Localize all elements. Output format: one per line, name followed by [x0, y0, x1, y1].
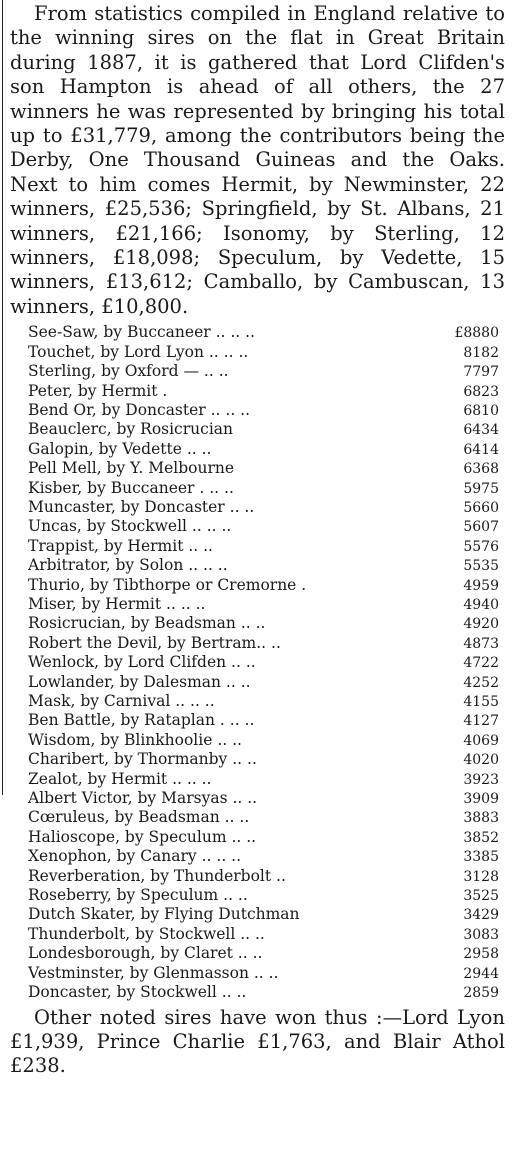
sire-winnings: 8182	[463, 344, 499, 361]
list-item	[28, 847, 499, 866]
sire-winnings: 3909	[463, 791, 499, 808]
list-item	[28, 614, 499, 633]
sire-winnings: 6823	[463, 383, 499, 400]
sire-name: Londesborough, by Claret .. ..	[28, 944, 263, 963]
sire-name: Reverberation, by Thunderbolt ..	[28, 866, 286, 885]
list-item	[28, 828, 499, 847]
sire-name: Thunderbolt, by Stockwell .. ..	[28, 924, 265, 943]
list-item	[28, 459, 499, 478]
sire-winnings: 6368	[463, 461, 499, 478]
sire-winnings: 6810	[463, 402, 499, 419]
sire-name: Wisdom, by Blinkhoolie .. ..	[28, 730, 242, 749]
sire-name: Ben Battle, by Rataplan . .. ..	[28, 711, 255, 730]
list-item	[28, 323, 499, 342]
sire-name: See-Saw, by Buccaneer .. .. ..	[28, 323, 256, 342]
sire-name: Dutch Skater, by Flying Dutchman	[28, 905, 300, 924]
sire-name: Halioscope, by Speculum .. ..	[28, 827, 257, 846]
list-item	[28, 867, 499, 886]
sire-winnings: 5660	[463, 499, 499, 516]
sire-name: Trappist, by Hermit .. ..	[28, 536, 213, 555]
sire-winnings: 3883	[463, 810, 499, 827]
list-item	[28, 362, 499, 381]
sire-name: Beauclerc, by Rosicrucian	[28, 420, 233, 439]
list-item	[28, 731, 499, 750]
sire-name: Muncaster, by Doncaster .. ..	[28, 497, 255, 516]
sire-winnings: 6434	[463, 422, 499, 439]
sire-list	[10, 323, 505, 1002]
sire-winnings: 7797	[463, 364, 499, 381]
sire-winnings: 6414	[463, 441, 499, 458]
list-item	[28, 576, 499, 595]
list-item	[28, 653, 499, 672]
sire-winnings: 2958	[463, 946, 499, 963]
list-item	[28, 440, 499, 459]
sire-name: Thurio, by Tibthorpe or Cremorne .	[28, 575, 307, 594]
sire-winnings: 3385	[463, 849, 499, 866]
sire-winnings: 5975	[463, 480, 499, 497]
sire-winnings: 3923	[463, 771, 499, 788]
list-item	[28, 964, 499, 983]
sire-name: Arbitrator, by Solon .. .. ..	[28, 556, 228, 575]
sire-name: Galopin, by Vedette .. ..	[28, 439, 212, 458]
list-item	[28, 789, 499, 808]
list-item	[28, 925, 499, 944]
sire-name: Lowlander, by Dalesman .. ..	[28, 672, 251, 691]
column-rule	[2, 0, 3, 795]
sire-name: Touchet, by Lord Lyon .. .. ..	[28, 342, 249, 361]
list-item	[28, 944, 499, 963]
list-item	[28, 517, 499, 536]
sire-name: Xenophon, by Canary .. .. ..	[28, 847, 242, 866]
sire-winnings: 3429	[463, 907, 499, 924]
sire-winnings: 4252	[463, 674, 499, 691]
sire-name: Kisber, by Buccaneer . .. ..	[28, 478, 234, 497]
sire-name: Robert the Devil, by Bertram.. ..	[28, 633, 281, 652]
sire-name: Sterling, by Oxford — .. ..	[28, 362, 229, 381]
sire-winnings: 4940	[463, 596, 499, 613]
sire-winnings: 4959	[463, 577, 499, 594]
sire-winnings: £8880	[454, 325, 499, 342]
sire-name: Charibert, by Thormanby .. ..	[28, 750, 257, 769]
list-item	[28, 983, 499, 1002]
sire-name: Peter, by Hermit .	[28, 381, 168, 400]
list-item	[28, 556, 499, 575]
list-item	[28, 537, 499, 556]
sire-winnings: 3128	[463, 868, 499, 885]
sire-winnings: 5576	[463, 538, 499, 555]
list-item	[28, 420, 499, 439]
list-item	[28, 711, 499, 730]
list-item	[28, 401, 499, 420]
sire-name: Rosicrucian, by Beadsman .. ..	[28, 614, 266, 633]
sire-winnings: 4127	[463, 713, 499, 730]
list-item	[28, 498, 499, 517]
list-item	[28, 634, 499, 653]
sire-name: Bend Or, by Doncaster .. .. ..	[28, 400, 251, 419]
sire-winnings: 3852	[463, 829, 499, 846]
sire-name: Cœruleus, by Beadsman .. ..	[28, 808, 250, 827]
sire-name: Wenlock, by Lord Clifden .. ..	[28, 653, 256, 672]
list-item	[28, 770, 499, 789]
sire-winnings: 4020	[463, 752, 499, 769]
sire-winnings: 4069	[463, 732, 499, 749]
sire-winnings: 5535	[463, 558, 499, 575]
list-item	[28, 750, 499, 769]
sire-name: Albert Victor, by Marsyas .. ..	[28, 789, 258, 808]
list-item	[28, 905, 499, 924]
list-item	[28, 673, 499, 692]
sire-name: Vestminster, by Glenmasson .. ..	[28, 963, 279, 982]
sire-winnings: 3083	[463, 926, 499, 943]
list-item	[28, 479, 499, 498]
sire-winnings: 2944	[463, 965, 499, 982]
outro-paragraph: Other noted sires have won thus :—Lord Lyon £1,939, Prince Charlie £1,763, and Blair Athol £238.	[10, 1005, 505, 1078]
intro-paragraph: From statistics compiled in England relative to the winning sires on the flat in Great Britain during 1887, it is gathered that Lord Clifden's son Hampton is ahead of all others, the 27 winners he was represented by bringing his total up to £31,779, among the contributors being the Derby, One Thousand Guineas and the Oaks. Next to him comes Hermit, by Newminster, 22 winners, £25,536; Springfield, by St. Albans, 21 winners, £21,166; Isonomy, by Sterling, 12 winners, £18,098; Speculum, by Vedette, 15 winners, £13,612; Camballo, by Cambuscan, 13 winners, £10,800.	[10, 2, 505, 318]
sire-name: Mask, by Carnival .. .. ..	[28, 692, 215, 710]
sire-name: Uncas, by Stockwell .. .. ..	[28, 517, 232, 536]
sire-name: Roseberry, by Speculum .. ..	[28, 886, 248, 905]
sire-winnings: 3525	[463, 888, 499, 905]
list-item	[28, 886, 499, 905]
sire-winnings: 2859	[463, 985, 499, 1002]
sire-winnings: 5607	[463, 519, 499, 536]
list-item	[28, 343, 499, 362]
sire-winnings: 4155	[463, 694, 499, 710]
list-item	[28, 382, 499, 401]
list-item	[28, 808, 499, 827]
sire-name: Pell Mell, by Y. Melbourne	[28, 459, 235, 478]
sire-name: Zealot, by Hermit .. .. ..	[28, 769, 212, 788]
sire-name: Doncaster, by Stockwell .. ..	[28, 983, 247, 1002]
sire-winnings: 4873	[463, 635, 499, 652]
list-item	[28, 595, 499, 614]
list-item	[28, 692, 499, 711]
sire-winnings: 4722	[463, 655, 499, 672]
sire-winnings: 4920	[463, 616, 499, 633]
sire-name: Miser, by Hermit .. .. ..	[28, 594, 206, 613]
